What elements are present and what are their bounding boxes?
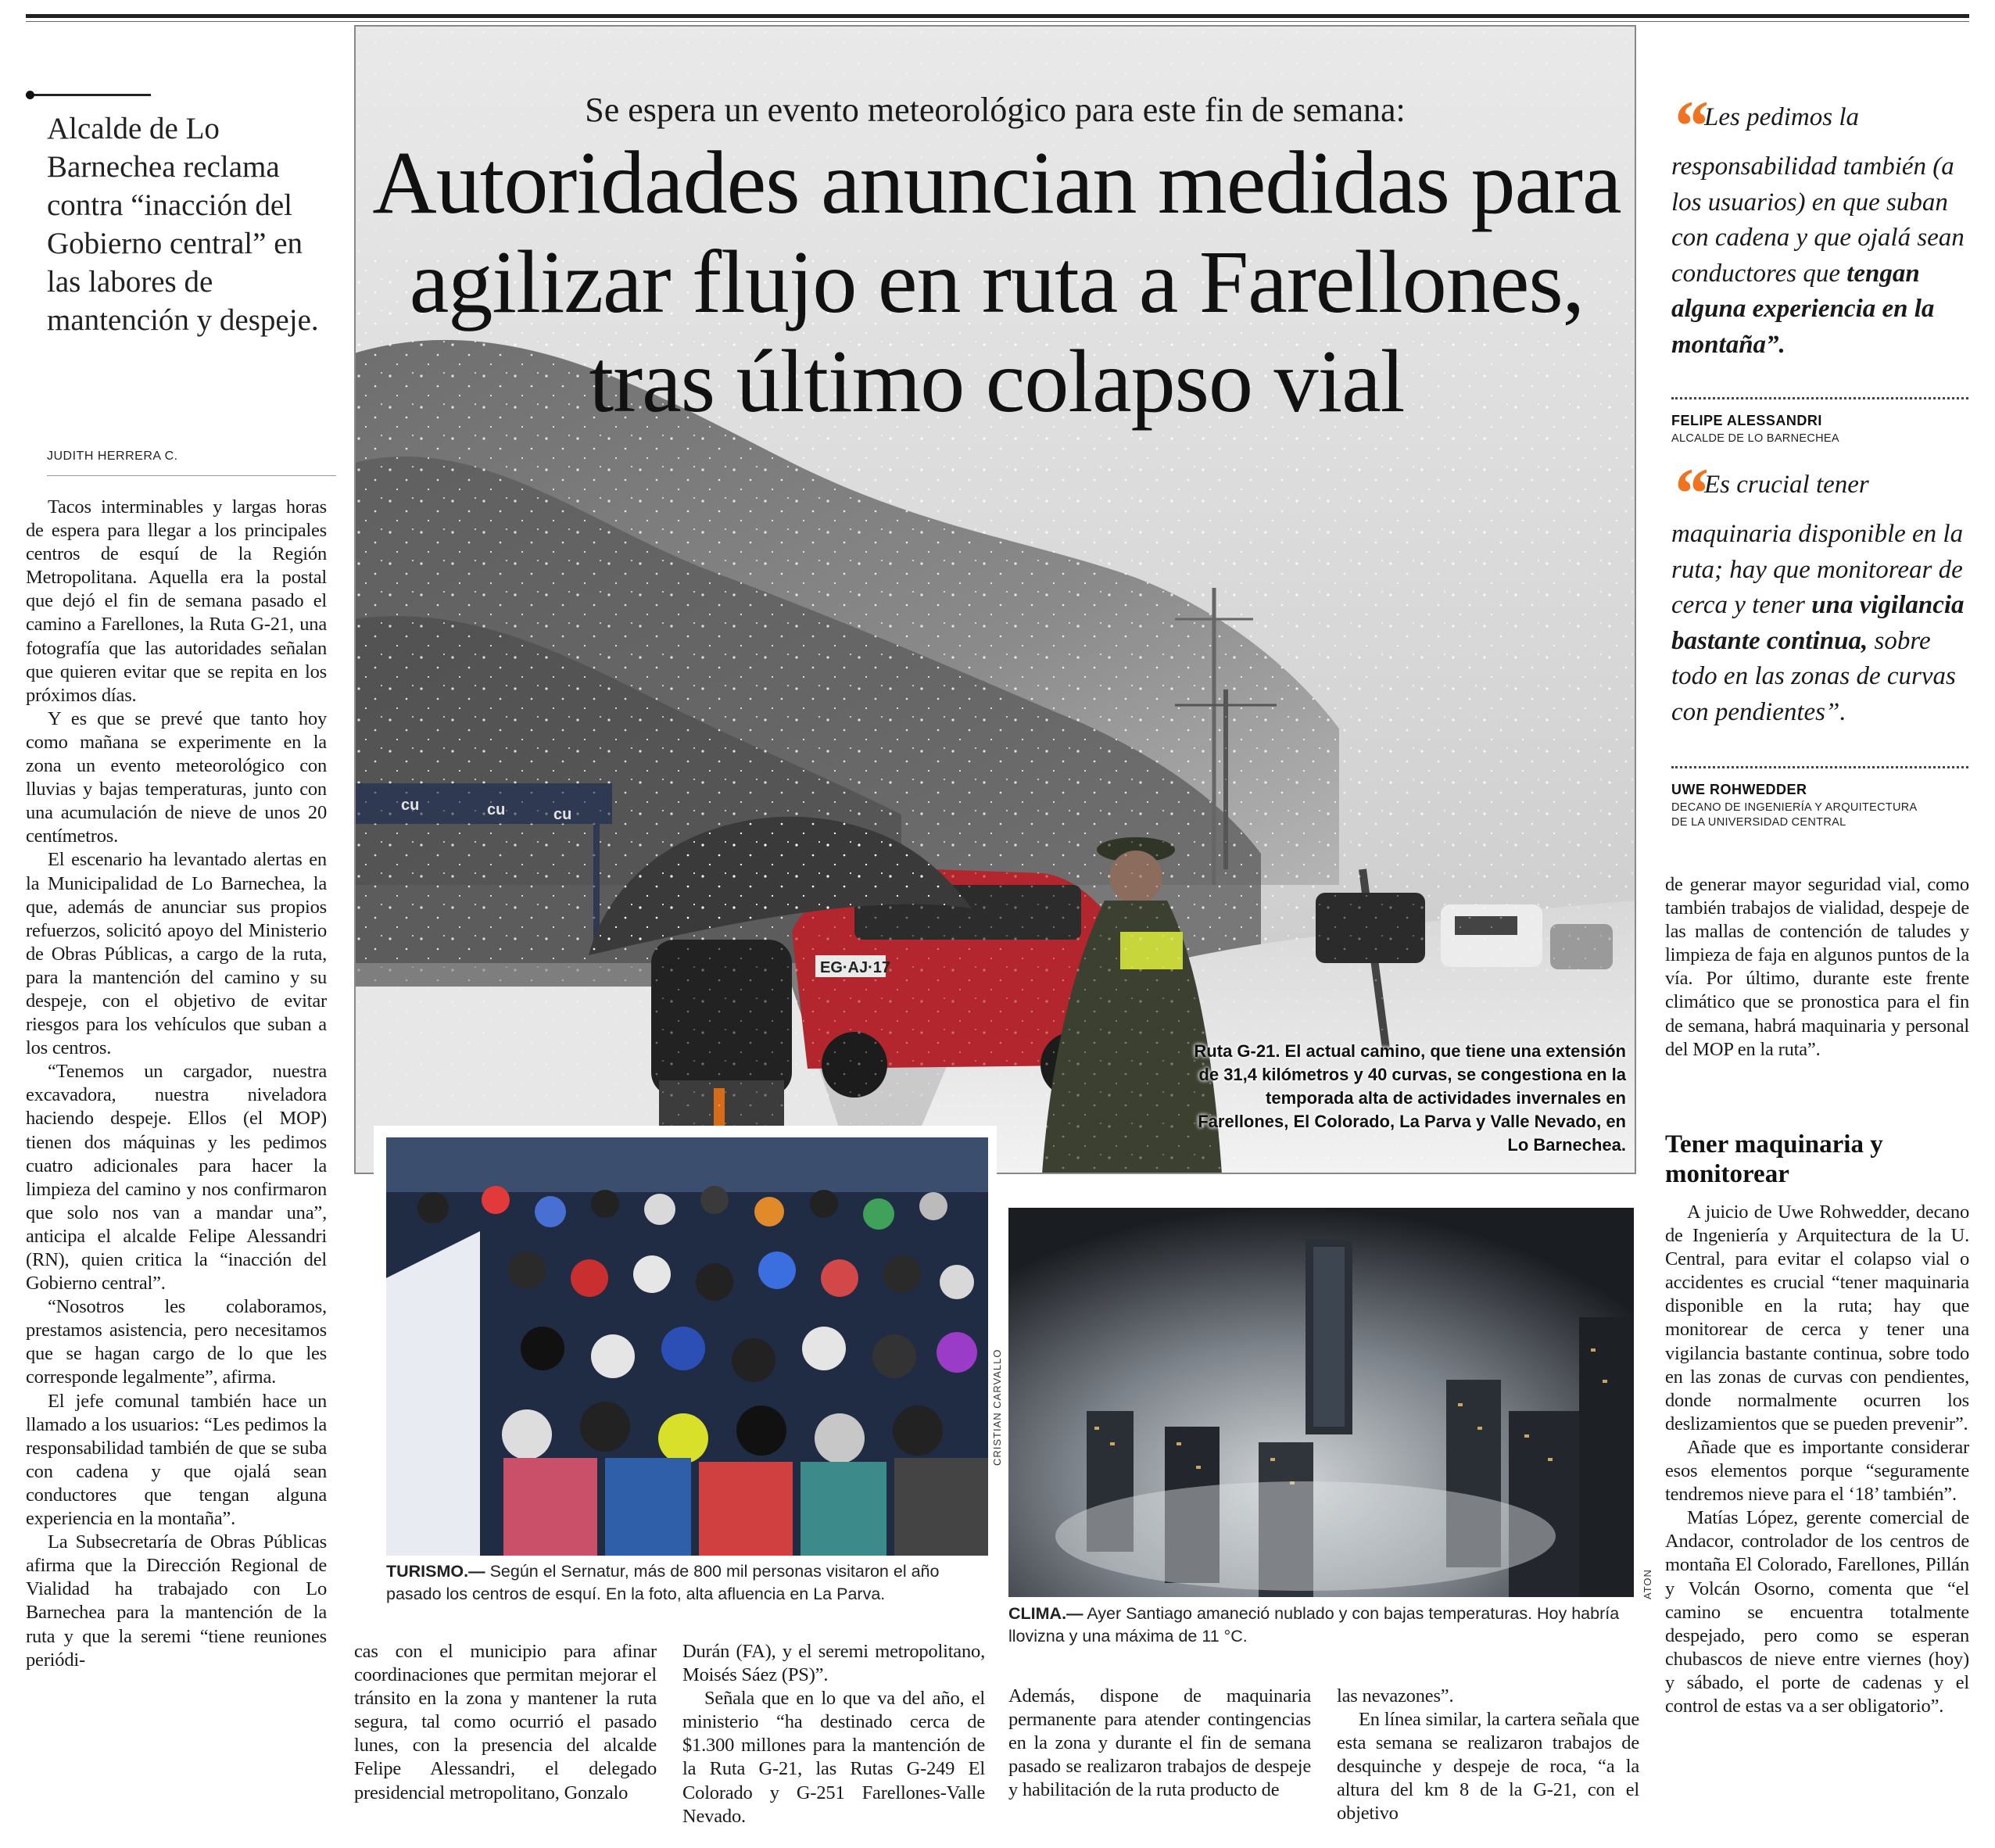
quote-attribution-name: UWE ROHWEDDER (1671, 782, 1807, 797)
column-4 (1008, 1685, 1311, 1802)
quote-attribution-role: ALCALDE DE LO BARNECHEA (1671, 432, 1839, 445)
quote-mark-icon: “ (1671, 86, 1698, 166)
headline-kicker: Se espera un evento meteorológico para este fin de semana: (585, 91, 1406, 129)
tourism-caption (386, 1560, 988, 1606)
byline: JUDITH HERRERA C. (47, 449, 178, 463)
paragraph: Durán (FA), y el seremi metropolitano, Moisés Sáez (PS)”. (682, 1641, 985, 1686)
paragraph: las nevazones”. (1337, 1685, 1454, 1707)
column-6-top (1665, 873, 1969, 1062)
top-rule (26, 14, 1969, 18)
main-headline: Autoridades anuncian medidas para agilizar flujo en ruta a Farellones, tras último colapso vial (372, 133, 1621, 431)
climate-photo-credit: ATON (1642, 1569, 1653, 1599)
foggy-city-illustration (1008, 1208, 1634, 1597)
deck-dot (26, 91, 34, 99)
quote-text-end: sobre todo en las zonas de curvas con pendientes”. (1671, 626, 1956, 726)
climate-caption-text: Ayer Santiago amaneció nublado y con bajas temperaturas. Hoy habría llovizna y una máxima de 11 °C. (1008, 1604, 1620, 1646)
paragraph: “Nosotros les colaboramos, prestamos asistencia, pero necesitamos que se hagan cargo de lo que les corresponde legalmente”, afirma. (26, 1296, 327, 1388)
paragraph: de generar mayor seguridad vial, como también trabajos de vialidad, despeje de las mallas de contención de taludes y limpieza de faja en algunos puntos de la vía. Por último, durante este frente climático que se pronostica para el fin de semana, habrá maquinaria y personal del MOP en la ruta”. (1665, 874, 1969, 1060)
column-6 (1665, 1201, 1969, 1718)
pull-quote-rohwedder (1671, 453, 1968, 730)
paragraph: El escenario ha levantado alertas en la Municipalidad de Lo Barnechea, la que, además de anunciar sus propios refuerzos, solicitó apoyo del Ministerio de Obras Públicas, a cargo de la ruta, para la mantención del camino y su despeje, con el objetivo de evitar riesgos para los vehículos que suban a los centros. (26, 849, 327, 1059)
column-5 (1337, 1685, 1639, 1826)
paragraph: En línea similar, la cartera señala que esta semana se realizaron trabajos de desquinche y despeje de roca, “a la altura del km 8 de la G-21, con el objetivo (1337, 1709, 1639, 1825)
quote-mark-icon: “ (1671, 453, 1698, 533)
paragraph: Señala que en lo que va del año, el ministerio “ha destinado cerca de $1.300 millones para la mantención de la Ruta G-21, las Rutas G-249 El Colorado y G-251 Farellones-Valle Nevado. (682, 1688, 985, 1827)
quote-text-end: ”. (1766, 330, 1785, 359)
pull-quote-alessandri (1671, 86, 1968, 363)
climate-caption-label: CLIMA.— (1008, 1604, 1083, 1623)
column-2 (354, 1640, 657, 1805)
paragraph: Y es que se prevé que tanto hoy como mañana se experimente en la zona un evento meteorológico con lluvias y bajas temperaturas, junto con una acumulación de nieve de unos 20 centímetros. (26, 707, 327, 847)
quote-text: Les pedimos la responsabilidad también (a los usuarios) en que suban con cadena y que ojalá sean conductores que (1671, 103, 1965, 288)
quote-role-line: DE LA UNIVERSIDAD CENTRAL (1671, 816, 1846, 829)
quote-attribution-role (1671, 800, 1918, 830)
paragraph: Tacos interminables y largas horas de espera para llegar a los principales centros de esquí de la Región Metropolitana. Aquella era la postal que dejó el fin de semana pasado el camino a Farellones, la Ruta G-21, una fotografía que las autoridades señalan que quieren evitar que se repita en los próximos días. (26, 496, 327, 706)
paragraph: El jefe comunal también hace un llamado a los usuarios: “Les pedimos la responsabilidad también de que se suba con cadena y que ojalá sean conductores que tengan alguna experiencia en la montaña”. (26, 1390, 327, 1530)
quote-divider (1671, 766, 1968, 768)
quote-text-bold: una vigilancia bastante continua, (1671, 591, 1965, 655)
tourism-photo (386, 1137, 988, 1556)
svg-text:cu: cu (553, 806, 572, 823)
quote-text: Es crucial tener maquinaria disponible en la ruta; hay que monitorear de cerca y tener (1671, 471, 1964, 619)
quote-text-bold: tengan alguna experiencia en la montaña (1671, 259, 1935, 359)
column-1 (26, 496, 327, 1672)
deck-summary: Alcalde de Lo Barnechea reclama contra “inacción del Gobierno central” en las labores de mantención y despeje. (47, 112, 319, 337)
hero-caption: Ruta G-21. El actual camino, que tiene una extensión de 31,4 kilómetros y 40 curvas, se congestiona en la temporada alta de actividades invernales en Farellones, El Colorado, La Parva y Valle Nevado, en Lo Barnechea. (1194, 1041, 1626, 1155)
paragraph: Añade que es importante considerar esos elementos porque “seguramente tendremos nieve para el ‘18’ también”. (1665, 1436, 1969, 1506)
tourism-photo-credit: CRISTIAN CARVALLO (991, 1348, 1003, 1466)
svg-text:cu: cu (401, 797, 420, 814)
top-rule-thin (26, 21, 1969, 22)
deck-rule (26, 94, 151, 96)
quote-attribution-name: FELIPE ALESSANDRI (1671, 413, 1822, 428)
svg-text:cu: cu (487, 801, 506, 818)
tourism-caption-label: TURISMO.— (386, 1562, 485, 1581)
column-3 (682, 1640, 985, 1828)
paragraph: La Subsecretaría de Obras Públicas afirma que la Dirección Regional de Vialidad ha trabajado con Lo Barnechea para la mantención de la ruta y que la seremi “tiene reuniones periódi- (26, 1531, 327, 1671)
paragraph: Matías López, gerente comercial de Andacor, controlador de los centros de montaña El Colorado, Farellones, Pillán y Volcán Osorno, comenta que “el camino se encuentra totalmente despejado, pero como se esperan chubascos de nieve entre viernes (hoy) y sábado, el porte de cadenas y el control de estas va a ser obligatorio”. (1665, 1507, 1969, 1717)
climate-caption (1008, 1603, 1634, 1648)
byline-rule (47, 475, 336, 476)
tourism-caption-text: Según el Sernatur, más de 800 mil personas visitaron el año pasado los centros de esquí. En la foto, alta afluencia en La Parva. (386, 1562, 940, 1603)
section-subtitle: Tener maquinaria y monitorear (1665, 1130, 1883, 1188)
paragraph: A juicio de Uwe Rohwedder, decano de Ingeniería y Arquitectura de la U. Central, para evitar el colapso vial o accidentes es crucial “tener maquinaria disponible en la ruta; hay que monitorear de cerca y tener una vigilancia bastante continua, sobre todo en las zonas de curvas con pendientes, donde normalmente ocurren los deslizamientos que se pueden prevenir”. (1665, 1202, 1969, 1434)
paragraph: “Tenemos un cargador, nuestra excavadora, nuestra niveladora haciendo despeje. Ellos (el MOP) tienen dos máquinas y les pedimos cuatro adicionales para hacer la limpieza del camino y nos confirmaron que solo nos van a mandar una”, anticipa el alcalde Felipe Alessandri (RN), quien critica la “inacción del Gobierno central”. (26, 1061, 327, 1295)
quote-divider (1671, 397, 1968, 399)
quote-role-line: DECANO DE INGENIERÍA Y ARQUITECTURA (1671, 801, 1918, 814)
license-plate: EG·AJ·17 (820, 959, 891, 976)
paragraph: cas con el municipio para afinar coordinaciones que permitan mejorar el tránsito en la zona y mantener la ruta segura, tal como ocurrió el pasado lunes, con la presencia del alcalde Felipe Alessandri, el delegado presidencial metropolitano, Gonzalo (354, 1641, 657, 1803)
paragraph: Además, dispone de maquinaria permanente para atender contingencias en la zona y durante el fin de semana pasado se realizaron trabajos de despeje y habilitación de la ruta producto de (1008, 1685, 1311, 1801)
climate-photo (1008, 1208, 1634, 1597)
ski-crowd-illustration (386, 1137, 988, 1556)
